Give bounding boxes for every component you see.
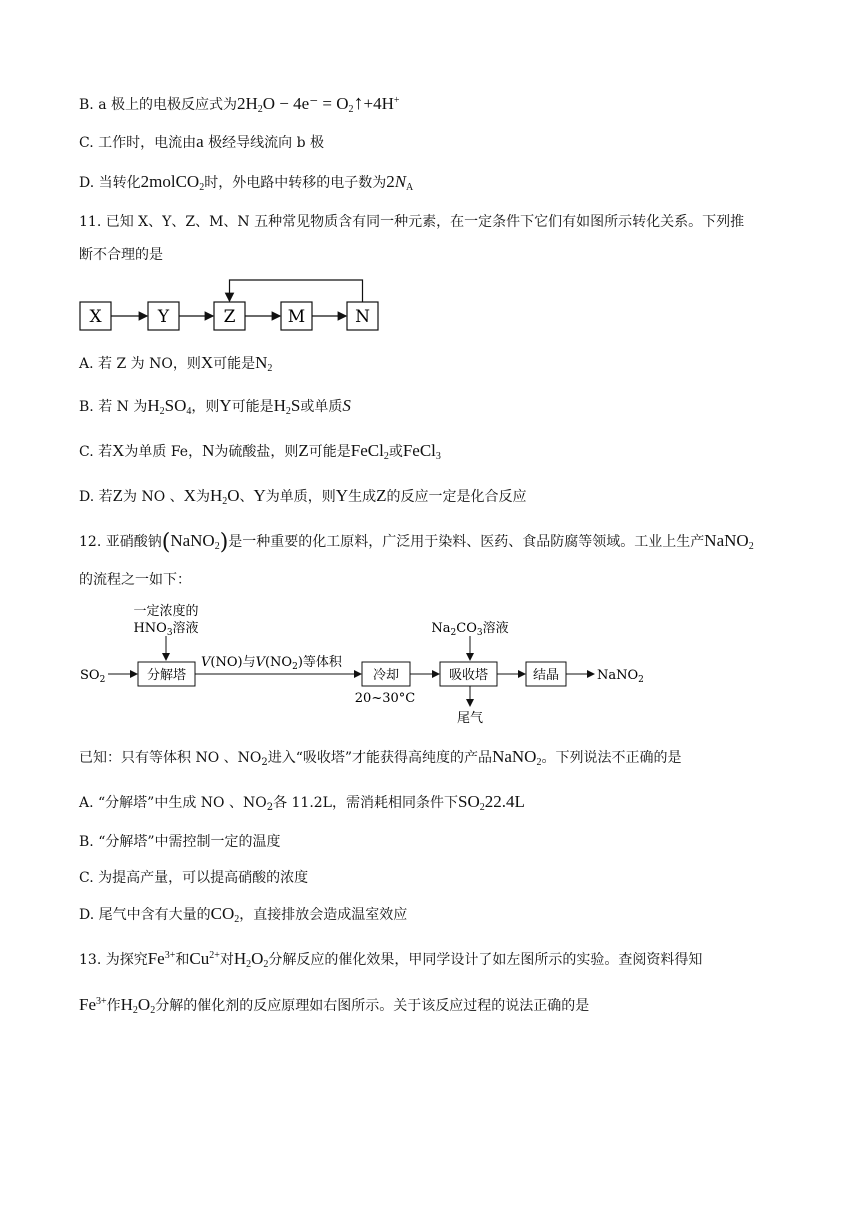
temperature-label: 20~30°C bbox=[354, 691, 416, 706]
nano2-output-label: NaNO$_2$ bbox=[597, 668, 644, 685]
q12-process-flow bbox=[78, 598, 658, 733]
q10-option-d: D. 当转化2molCO$_2$时，外电路中转移的电子数为$2N_A$ bbox=[79, 172, 414, 193]
hno3-label-1: 一定浓度的 bbox=[133, 604, 199, 619]
svg-text:吸收塔: 吸收塔 bbox=[448, 668, 489, 683]
svg-text:结晶: 结晶 bbox=[532, 668, 560, 683]
q12-option-d: D. 尾气中含有大量的$CO_2$，直接排放会造成温室效应 bbox=[79, 904, 408, 925]
box-y bbox=[148, 302, 179, 330]
svg-text:X: X bbox=[89, 307, 102, 327]
svg-text:分解塔: 分解塔 bbox=[146, 668, 187, 683]
q11-stem: 11. 已知 X、Y、Z、M、N 五种常见物质含有同一种元素，在一定条件下它们有如图所示转化关系。下列推 bbox=[79, 214, 745, 230]
q13-stem: 13. 为探究$Fe^{3+}$和$Cu^{2+}$对$H_2O_2$分解反应的催化效果，甲同学设计了如左图所示的实验。查阅资料得知 bbox=[79, 949, 703, 970]
box-x bbox=[80, 302, 111, 330]
q10-option-b: B. a 极上的电极反应式为$2H_2O - 4e^-$ = $O_2↑+4H^+$ bbox=[79, 92, 400, 115]
svg-text:M: M bbox=[287, 307, 306, 327]
q12-stem-cont: 的流程之一如下： bbox=[79, 572, 191, 588]
box-m bbox=[281, 302, 312, 330]
svg-text:冷却: 冷却 bbox=[372, 668, 400, 683]
q12-option-b: B. “分解塔”中需控制一定的温度 bbox=[79, 834, 281, 850]
crystallization-box bbox=[526, 662, 566, 686]
equal-volume-label: V(NO)与$V(NO_2)$等体积 bbox=[201, 655, 342, 672]
svg-text:Y: Y bbox=[157, 307, 170, 327]
q10-option-c: C. 工作时，电流由a 极经导线流向 b 极 bbox=[79, 132, 324, 151]
so2-label: $SO_2$ bbox=[80, 668, 106, 685]
q12-option-c: C. 为提高产量，可以提高硝酸的浓度 bbox=[79, 870, 309, 886]
q11-option-a: A. 若 Z 为 NO，则X可能是$N_2$ bbox=[79, 353, 273, 374]
cooling-box bbox=[362, 662, 410, 686]
na2co3-label: $Na_2CO_3$溶液 bbox=[431, 621, 509, 638]
absorption-tower-box bbox=[440, 662, 497, 686]
svg-text:N: N bbox=[355, 307, 370, 327]
q12-option-a: A. “分解塔”中生成 NO 、$NO_2$各 11.2L，需消耗相同条件下$SO_222.4L$ bbox=[79, 792, 525, 813]
q12-known-condition: 已知：只有等体积 NO 、$NO_2$进入“吸收塔”才能获得高纯度的产品NaNO$_2$。下列说法不正确的是 bbox=[79, 747, 682, 768]
box-z bbox=[214, 302, 245, 330]
decomposition-tower-box bbox=[138, 662, 195, 686]
q11-option-d: D. 若Z为 NO 、X为$H_2O$、Y为单质，则Y生成Z的反应一定是化合反应 bbox=[79, 486, 527, 507]
q12-stem: 12. 亚硝酸钠(NaNO$_2$)是一种重要的化工原料，广泛用于染料、医药、食品防腐等领域。工业上生产NaNO$_2$ bbox=[79, 530, 754, 555]
svg-text:Z: Z bbox=[223, 307, 236, 327]
q11-option-c: C. 若X为单质 Fe，N为硫酸盐，则Z可能是FeCl$_2$或FeCl$_3$ bbox=[79, 441, 441, 462]
hno3-label-2: $HNO_3$溶液 bbox=[133, 621, 199, 638]
q11-stem-cont: 断不合理的是 bbox=[79, 247, 163, 263]
q13-stem-cont: $Fe^{3+}$作$H_2O_2$分解的催化剂的反应原理如右图所示。关于该反应过程的说法正确的是 bbox=[79, 995, 590, 1016]
tail-gas-label: 尾气 bbox=[456, 711, 484, 726]
arrow-n-z bbox=[230, 280, 363, 302]
q11-conversion-diagram bbox=[78, 276, 383, 336]
q11-option-b: B. 若 N 为$H_2SO_4$，则Y可能是$H_2S$或单质S bbox=[79, 396, 351, 417]
box-n bbox=[347, 302, 378, 330]
